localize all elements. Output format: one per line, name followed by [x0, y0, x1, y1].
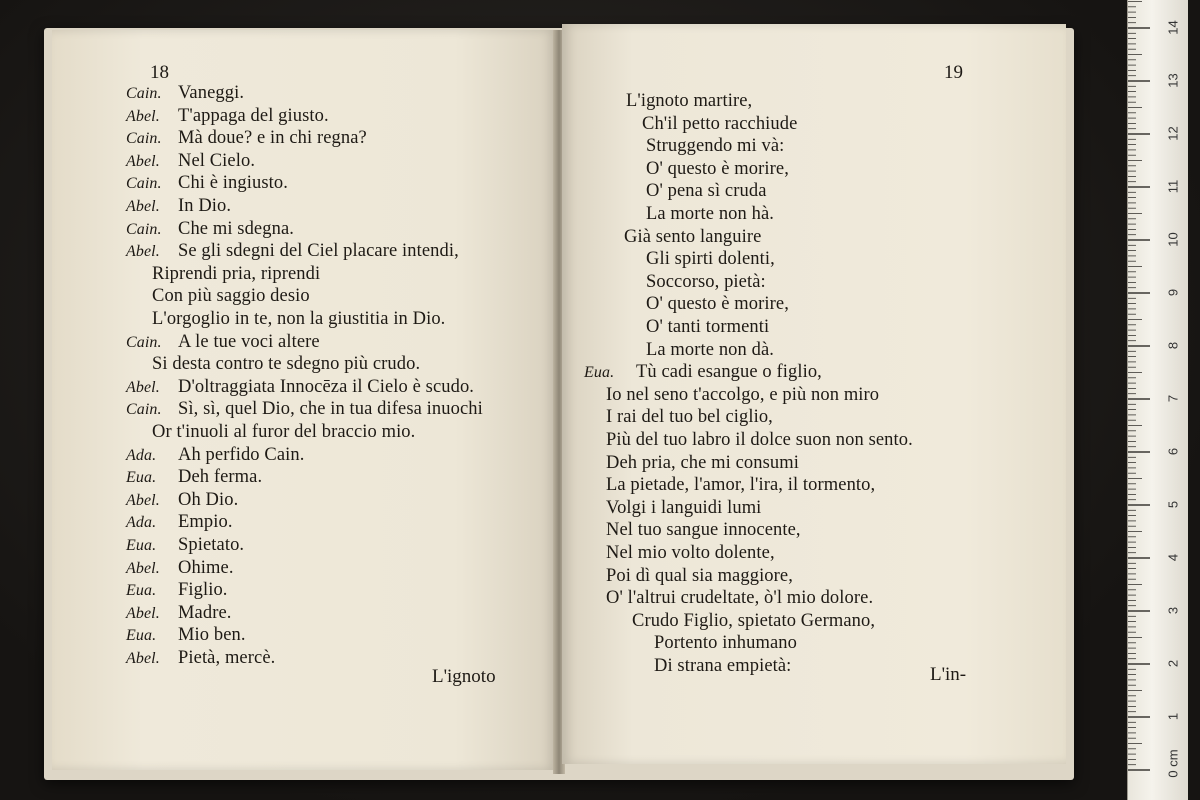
speaker-label: Abel. [126, 198, 160, 215]
text-line [646, 271, 766, 293]
text-line [126, 376, 474, 399]
verse-text: Oh Dio. [178, 489, 239, 510]
verse-text: O' pena sì cruda [646, 181, 767, 202]
speaker-label: Eua. [584, 364, 615, 382]
verse-text: Che mi sdegna. [178, 218, 294, 239]
left-page-number: 18 [150, 62, 169, 83]
ruler-label: 10 [1165, 232, 1181, 247]
text-line [126, 624, 246, 647]
speaker-label: Abel. [126, 107, 160, 125]
verse-text: Ch'il petto racchiude [642, 113, 798, 134]
ruler-label: 6 [1165, 447, 1181, 456]
verse-text: Ah perfido Cain. [178, 444, 305, 465]
text-line [126, 534, 244, 557]
speaker-label: Abel. [126, 650, 160, 667]
speaker-label: Cain. [126, 130, 162, 148]
right-page [562, 24, 1066, 764]
verse-text: Crudo Figlio, spietato Germano, [632, 610, 876, 631]
text-line [126, 150, 255, 173]
text-line [642, 113, 797, 135]
text-line [126, 218, 294, 241]
verse-text: La morte non dà. [646, 339, 774, 360]
text-line [126, 489, 238, 512]
text-line [126, 172, 288, 195]
verse-text: Portento inhumano [654, 633, 798, 654]
ruler-label: 8 [1165, 341, 1181, 350]
text-line [126, 331, 320, 354]
verse-text: Nel tuo sangue innocente, [606, 520, 801, 541]
speaker-label: Abel. [126, 378, 160, 396]
text-line [646, 316, 769, 338]
text-line [152, 421, 415, 443]
text-line [606, 429, 913, 451]
text-line [626, 90, 752, 112]
text-line [632, 610, 875, 632]
text-line [126, 511, 233, 534]
text-line [584, 361, 822, 384]
right-page-number: 19 [944, 62, 963, 83]
verse-text: Gli spirti dolenti, [646, 249, 775, 270]
verse-text: In Dio. [178, 196, 232, 216]
text-line [606, 474, 875, 496]
speaker-label: Cain. [126, 401, 162, 419]
verse-text: Vaneggi. [178, 83, 245, 103]
text-line [606, 406, 773, 428]
verse-text: Già sento languire [624, 226, 762, 247]
verse-text: La morte non hà. [646, 204, 774, 224]
text-line [646, 203, 774, 225]
verse-text: Riprendi pria, riprendi [152, 263, 321, 284]
verse-text: Sì, sì, quel Dio, che in tua difesa inuochi [178, 399, 483, 420]
verse-text: La pietade, l'amor, l'ira, il tormento, [606, 475, 876, 496]
speaker-label: Abel. [126, 559, 160, 577]
text-line [606, 497, 761, 519]
verse-text: Nel mio volto dolente, [606, 543, 775, 563]
text-line [126, 444, 304, 467]
verse-text: Pietà, mercè. [178, 648, 276, 668]
ruler-label: 13 [1165, 73, 1181, 88]
verse-text: Tù cadi esangue o figlio, [636, 362, 822, 383]
ruler-label: 7 [1165, 394, 1181, 403]
ruler-label: 1 [1165, 712, 1181, 721]
verse-text: Mà doue? e in chi regna? [178, 128, 367, 149]
verse-text: Nel Cielo. [178, 150, 256, 171]
text-line [654, 655, 791, 677]
verse-text: Di strana empietà: [654, 656, 792, 676]
verse-text: Si desta contro te sdegno più crudo. [152, 354, 421, 375]
speaker-label: Cain. [126, 220, 162, 238]
ruler-label: 3 [1165, 606, 1181, 615]
text-line [646, 248, 775, 270]
verse-text: L'orgoglio in te, non la giustitia in Dio. [152, 309, 446, 329]
ruler-label: 5 [1165, 500, 1181, 509]
speaker-label: Eua. [126, 627, 157, 645]
verse-text: O' questo è morire, [646, 294, 789, 315]
verse-text: L'ignoto martire, [626, 91, 753, 111]
text-line [646, 158, 789, 180]
text-line [126, 557, 234, 580]
verse-text: Ohime. [178, 557, 234, 578]
left-catchword: L'ignoto [432, 666, 496, 687]
verse-text: Io nel seno t'accolgo, e più non miro [606, 384, 880, 405]
speaker-label: Abel. [126, 491, 160, 509]
verse-text: Con più saggio desio [152, 286, 310, 307]
speaker-label: Cain. [126, 333, 162, 351]
left-page [52, 30, 556, 770]
text-line [152, 353, 420, 375]
text-line [152, 263, 320, 285]
speaker-label: Eua. [126, 469, 157, 487]
text-line [606, 452, 799, 474]
text-line [606, 384, 879, 406]
text-line [654, 632, 797, 654]
right-catchword: L'in- [930, 664, 967, 685]
ruler-label: 2 [1165, 659, 1181, 668]
text-line [126, 466, 262, 489]
verse-text: D'oltraggiata Innocēza il Cielo è scudo. [178, 376, 475, 397]
ruler-label: 9 [1165, 288, 1181, 297]
speaker-label: Eua. [126, 582, 157, 600]
text-line [126, 240, 459, 263]
ruler-label: 11 [1165, 179, 1181, 194]
text-line [126, 127, 367, 150]
verse-text: Figlio. [178, 580, 228, 601]
verse-text: T'appaga del giusto. [178, 105, 329, 126]
verse-text: Chi è ingiusto. [178, 173, 288, 194]
verse-text: Deh ferma. [178, 467, 263, 488]
verse-text: O' tanti tormenti [646, 317, 770, 337]
verse-text: Soccorso, pietà: [646, 271, 766, 292]
speaker-label: Cain. [126, 175, 162, 193]
verse-text: O' questo è morire, [646, 158, 789, 179]
speaker-label: Ada. [126, 446, 157, 464]
text-line [126, 82, 244, 105]
verse-text: Struggendo mi và: [646, 136, 785, 157]
verse-text: Madre. [178, 602, 232, 623]
text-line [606, 519, 801, 541]
text-line [126, 398, 483, 421]
speaker-label: Eua. [126, 537, 157, 554]
scale-ruler [1127, 0, 1188, 800]
text-line [624, 226, 761, 248]
text-line [646, 135, 784, 157]
verse-text: Più del tuo labro il dolce suon non sento. [606, 430, 913, 450]
text-line [152, 285, 310, 307]
verse-text: Poi dì qual sia maggiore, [606, 565, 793, 586]
text-line [606, 565, 793, 587]
text-line [126, 602, 232, 625]
text-line [606, 542, 775, 564]
verse-text: O' l'altrui crudeltate, ò'l mio dolore. [606, 588, 874, 609]
speaker-label: Abel. [126, 243, 160, 261]
verse-text: Empio. [178, 512, 233, 533]
text-line [646, 339, 774, 361]
text-line [126, 579, 228, 602]
verse-text: Volgi i languidi lumi [606, 497, 762, 518]
verse-text: Se gli sdegni del Ciel placare intendi, [178, 241, 459, 262]
verse-text: Spietato. [178, 535, 245, 555]
speaker-label: Abel. [126, 604, 160, 622]
speaker-label: Cain. [126, 85, 162, 102]
ruler-label: 12 [1165, 126, 1181, 141]
text-line [152, 308, 445, 330]
text-line [606, 587, 873, 609]
text-line [126, 647, 275, 670]
text-line [646, 180, 767, 202]
text-line [646, 293, 789, 315]
text-line [126, 105, 329, 128]
ruler-label: 4 [1165, 553, 1181, 562]
verse-text: Or t'inuoli al furor del braccio mio. [152, 422, 416, 442]
verse-text: Deh pria, che mi consumi [606, 452, 800, 473]
ruler-label: 0 cm [1165, 749, 1181, 778]
speaker-label: Ada. [126, 514, 157, 532]
ruler-label: 14 [1165, 20, 1181, 35]
speaker-label: Abel. [126, 152, 160, 170]
verse-text: Mio ben. [178, 625, 246, 646]
text-line [126, 195, 231, 218]
verse-text: I rai del tuo bel ciglio, [606, 407, 773, 428]
verse-text: A le tue voci altere [178, 331, 320, 352]
